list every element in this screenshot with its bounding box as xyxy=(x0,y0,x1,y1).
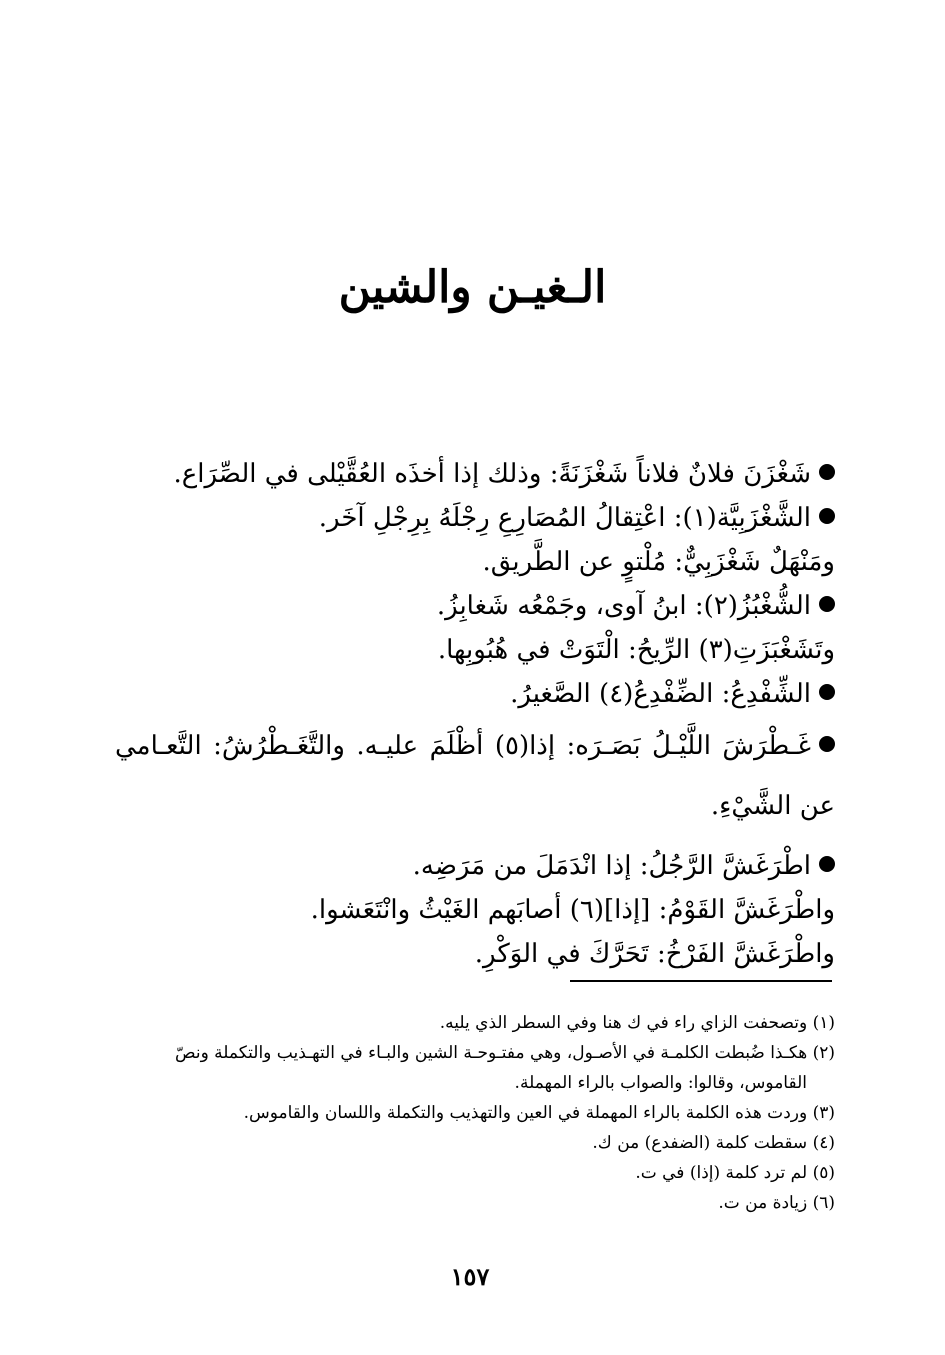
entry-line xyxy=(115,932,835,976)
footnote-text: (٤) سقطت كلمة (الضفدع) من ك. xyxy=(592,1133,835,1153)
footnote xyxy=(115,1158,835,1188)
footnote-text: (١) وتصحفت الزاي راء في ك هنا وفي السطر الذي يليه. xyxy=(439,1013,835,1033)
footnote xyxy=(115,1038,835,1098)
bullet-icon xyxy=(819,736,835,752)
footnote xyxy=(115,1128,835,1158)
entry-text: اطْرَغَشَّ الرَّجُلُ: إذا انْدَمَلَ من مَرَضِه. xyxy=(412,851,811,881)
chapter-title: الـغيـن والشين xyxy=(338,262,607,313)
entry-line xyxy=(115,844,835,888)
footnote-text: (٣) وردت هذه الكلمة بالراء المهملة في العين والتهذيب والتكملة واللسان والقاموس. xyxy=(243,1103,835,1123)
page-number: ١٥٧ xyxy=(450,1262,490,1291)
entry-line xyxy=(115,888,835,932)
entry-text: الشَّغْزَبِيَّة(١): اعْتِقالُ المُصَارِعِ رِجْلَهُ بِرِجْلِ آخَر. xyxy=(318,503,811,533)
footnote xyxy=(115,1008,835,1038)
entry-text: واطْرَغَشَّ القَوْمُ: [إذا](٦) أصابَهم الغَيْثُ وانْتَعَشوا. xyxy=(310,895,835,925)
entry-line xyxy=(115,452,835,496)
footnote-text: (٥) لم ترد كلمة (إذا) في ت. xyxy=(635,1163,835,1183)
dictionary-entries xyxy=(115,452,835,976)
bullet-icon xyxy=(819,464,835,480)
bullet-icon xyxy=(819,684,835,700)
footnote-continuation: القاموس، وقالوا: والصواب بالراء المهملة. xyxy=(514,1073,807,1093)
entry-line xyxy=(115,716,835,836)
entry-text: شَغْزَنَ فلانٌ فلاناً شَغْزَنَةً: وذلك إذا أخذَه العُقَّيْلى في الصِّرَاع. xyxy=(173,459,811,489)
entry-line xyxy=(115,672,835,716)
entry-text: واطْرَغَشَّ الفَرْخُ: تَحَرَّكَ في الوَكْرِ. xyxy=(474,939,835,969)
footnote xyxy=(115,1188,835,1218)
entry-text: الشُّغْبُزُ(٢): ابنُ آوى، وجَمْعُه شَغابِزُ. xyxy=(436,591,811,621)
entry-text: ومَنْهَلٌ شَغْزَبِيٌّ: مُلْتوٍ عن الطَّريق. xyxy=(482,547,835,577)
entry-line xyxy=(115,628,835,672)
entry-line xyxy=(115,496,835,540)
bullet-icon xyxy=(819,508,835,524)
footnote-text: (٦) زيادة من ت. xyxy=(718,1193,835,1213)
bullet-icon xyxy=(819,856,835,872)
entry-text: غَـطْرَشَ اللَّيْـلُ بَصَـرَه: إذا(٥) أظْلَمَ عليـه. والتَّغَـطْرُشُ: التَّعـامي عن الشَّيْءِ. xyxy=(115,731,835,821)
footnote-divider xyxy=(570,980,832,982)
bullet-icon xyxy=(819,596,835,612)
entry-line xyxy=(115,540,835,584)
footnotes xyxy=(115,1008,835,1218)
footnote-text: (٢) هكـذا ضُبطت الكلمـة في الأصـول، وهي مفتـوحـة الشين والبـاء في التهـذيب والتكملة ونصّ xyxy=(175,1043,835,1063)
footnote xyxy=(115,1098,835,1128)
entry-text: الشِّفْدِعُ: الضِّفْدِعُ(٤) الصَّغيرُ. xyxy=(510,679,811,709)
entry-text: وتَشَغْبَزَتِ(٣) الرِّيحُ: الْتَوَتْ في هُبُوبِها. xyxy=(437,635,835,665)
entry-line xyxy=(115,584,835,628)
